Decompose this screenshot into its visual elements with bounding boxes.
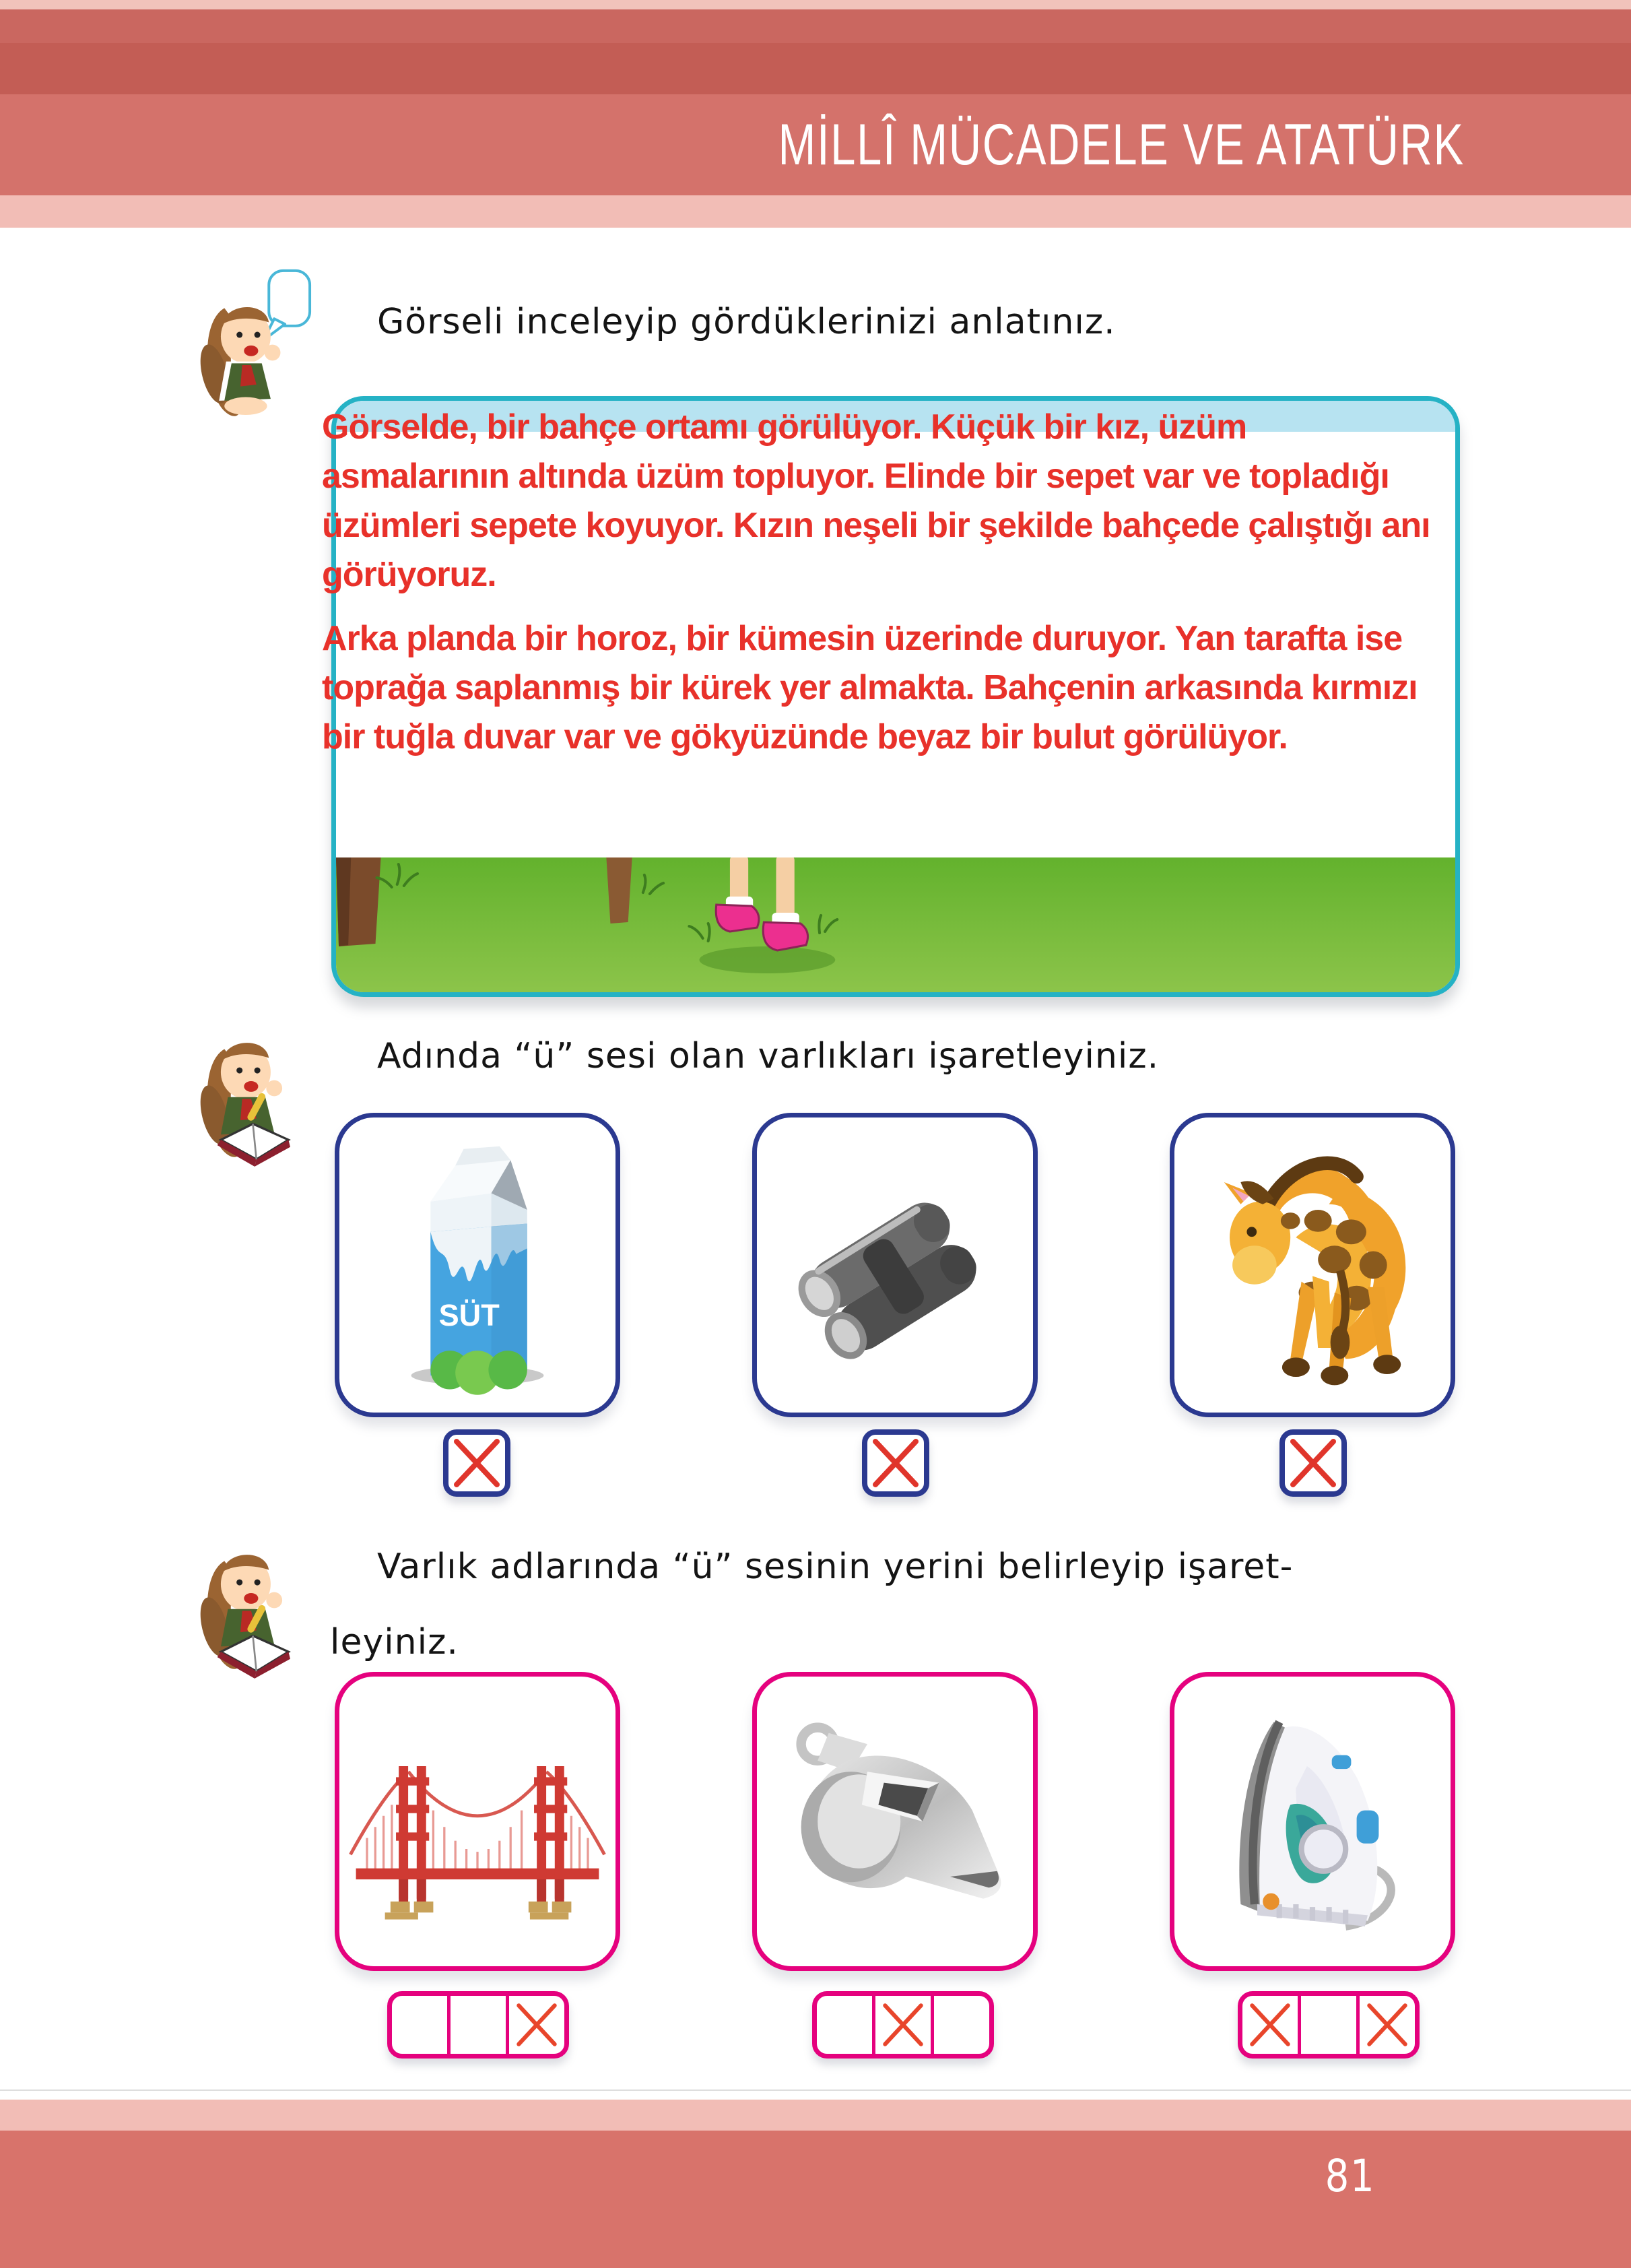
footer-pink-stripe xyxy=(0,2100,1631,2131)
position-cell[interactable] xyxy=(931,1996,989,2054)
position-cell[interactable] xyxy=(1298,1996,1356,2054)
unit-title: MİLLÎ MÜCADELE VE ATATÜRK xyxy=(778,112,1465,177)
position-cell[interactable] xyxy=(447,1996,506,2054)
checkbox-binoculars[interactable] xyxy=(862,1429,929,1497)
giraffe-icon xyxy=(1174,1117,1451,1413)
answer-paragraph-1: Görselde, bir bahçe ortamı görülüyor. Küçük bir kız, üzüm asmalarının altında üzüm topluyor. Elinde bir sepet var ve topladığı üzümleri sepete koyuyor. Kızın neşeli bir şekilde bahçede çalıştığı anı görüyoruz. xyxy=(322,408,1430,594)
activity2-instruction-line2: leyiniz. xyxy=(330,1622,459,1662)
activity2-instruction-line1: Varlık adlarında “ü” sesinin yerini belirleyip işaret- xyxy=(377,1547,1294,1587)
card-bridge xyxy=(335,1672,620,1971)
position-cell[interactable] xyxy=(872,1996,931,2054)
card-whistle xyxy=(752,1672,1038,1971)
grass-field xyxy=(336,857,1455,992)
header-bottom-stripe xyxy=(0,195,1631,228)
reading-girl-icon xyxy=(191,1517,315,1689)
position-box-iron[interactable] xyxy=(1238,1991,1420,2059)
footer-band xyxy=(0,2131,1631,2268)
bridge-icon xyxy=(339,1677,615,1966)
card-binoculars xyxy=(752,1113,1038,1417)
card-giraffe xyxy=(1170,1113,1455,1417)
checkbox-giraffe[interactable] xyxy=(1279,1429,1347,1497)
header-band-dark xyxy=(0,43,1631,94)
answer-paragraph-2: Arka planda bir horoz, bir kümesin üzerinde duruyor. Yan tarafta ise toprağa saplanmış bir kürek yer almakta. Bahçenin arkasında kırmızı bir tuğla duvar var ve gökyüzünde beyaz bir bulut görülüyor. xyxy=(322,619,1418,756)
footer-divider xyxy=(0,2089,1631,2091)
position-cell[interactable] xyxy=(817,1996,872,2054)
milk-carton-icon xyxy=(339,1117,615,1413)
svg-text:SÜT: SÜT xyxy=(438,1298,500,1333)
header-top-stripe xyxy=(0,0,1631,9)
writing-girl-icon xyxy=(191,1005,315,1177)
activity1-instruction: Adında “ü” sesi olan varlıkları işaretleyiniz. xyxy=(377,1036,1160,1076)
activity0-instruction: Görseli inceleyip gördüklerinizi anlatınız. xyxy=(377,302,1116,342)
position-box-whistle[interactable] xyxy=(812,1991,994,2059)
position-box-bridge[interactable] xyxy=(387,1991,569,2059)
page-number: 81 xyxy=(1325,2150,1376,2202)
iron-icon xyxy=(1174,1677,1451,1966)
position-cell[interactable] xyxy=(506,1996,564,2054)
whistle-icon xyxy=(757,1677,1033,1966)
position-cell[interactable] xyxy=(392,1996,447,2054)
card-iron xyxy=(1170,1672,1455,1971)
binoculars-icon xyxy=(757,1117,1033,1413)
header-band xyxy=(0,9,1631,43)
card-milk-carton xyxy=(335,1113,620,1417)
speaking-girl-icon xyxy=(191,264,315,436)
position-cell[interactable] xyxy=(1356,1996,1415,2054)
checkbox-milk[interactable] xyxy=(443,1429,510,1497)
position-cell[interactable] xyxy=(1242,1996,1298,2054)
